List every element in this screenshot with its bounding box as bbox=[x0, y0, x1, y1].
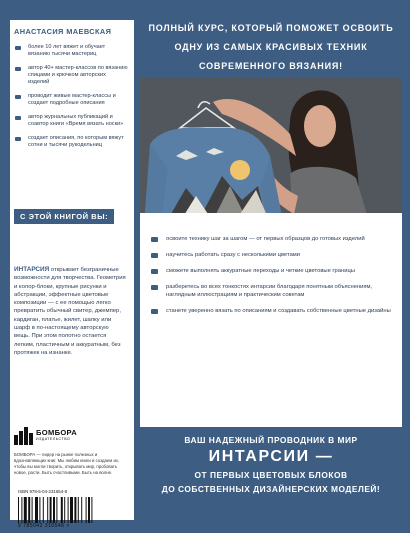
bio-item: автор журнальных публикаций и соавтор книги «Время вязать носки» bbox=[14, 114, 128, 128]
bio-item: создает описания, по которым вяжут сотни и тысячи рукодельниц bbox=[14, 135, 128, 149]
benefits-box bbox=[140, 213, 402, 427]
isbn-text: ISBN 978-5-04-231654-8 bbox=[18, 489, 68, 494]
headline-line: ОДНУ ИЗ САМЫХ КРАСИВЫХ ТЕХНИК bbox=[174, 42, 368, 52]
author-name: АНАСТАСИЯ МАЕВСКАЯ bbox=[14, 27, 112, 36]
barcode-digits: 9 785042 316548 > bbox=[18, 523, 70, 529]
publisher-description: БОМБОРА — лидер на рынке полезных и вдохновляющих книг. Мы любим книги и создаем их, чтобы вы могли творить, открывать мир, пробовать новое, расти. Быть счастливыми. Быть на волне. bbox=[14, 452, 120, 475]
intro-text: открывает безграничные возможности для творчества. Геометрия и колор-блоки, крупные рисунки и абстракции, эффектные цветовые композиции — с ее помощью легко превратить обычный свитер, джемпер, кардиган, платье, жилет, шапку или шарф в по-настоящему авторскую вещь. При этом полотно остается легким, пластичным и аккуратным, без протяжек на изнанке. bbox=[14, 267, 126, 356]
barcode-icon bbox=[18, 497, 114, 523]
publisher-logo bbox=[14, 425, 94, 447]
bio-item: более 10 лет вяжет и обучает вязанию тысячи мастериц bbox=[14, 44, 128, 58]
bio-item: автор 40+ мастер-классов по вязанию спицами и крючком авторских изделий bbox=[14, 65, 128, 86]
intro-highlight: ИНТАРСИЯ bbox=[14, 266, 50, 273]
tagline-line-1: ВАШ НАДЕЖНЫЙ ПРОВОДНИК В МИР bbox=[184, 435, 358, 445]
benefit-item: научитесь работать сразу с несколькими цветами bbox=[150, 251, 396, 259]
bombora-logo-icon bbox=[14, 427, 34, 445]
benefit-item: станете уверенно вязать по описаниям и создавать собственные цветные дизайны bbox=[150, 307, 396, 315]
tagline-line-2: ИНТАРСИИ — bbox=[208, 448, 334, 465]
benefits-list bbox=[150, 235, 396, 323]
author-column bbox=[10, 20, 134, 529]
headline bbox=[140, 19, 402, 76]
publisher-name: БОМБОРА bbox=[36, 428, 78, 437]
headline-line: СОВРЕМЕННОГО ВЯЗАНИЯ! bbox=[199, 61, 343, 71]
headline-line: ПОЛНЫЙ КУРС, КОТОРЫЙ ПОМОЖЕТ ОСВОИТЬ bbox=[148, 23, 394, 33]
tagline bbox=[140, 434, 402, 496]
benefit-item: освоите технику шаг за шагом — от первых образцов до готовых изделий bbox=[150, 235, 396, 243]
benefit-item: сможете выполнять аккуратные переходы и четкие цветовые границы bbox=[150, 267, 396, 275]
bio-item: проводит живые мастер-классы и создает подробные описания bbox=[14, 93, 128, 107]
tagline-line-4: ДО СОБСТВЕННЫХ ДИЗАЙНЕРСКИХ МОДЕЛЕЙ! bbox=[161, 484, 381, 494]
intro-paragraph bbox=[14, 266, 126, 357]
benefits-title: С ЭТОЙ КНИГОЙ ВЫ: bbox=[14, 209, 114, 224]
tagline-line-3: ОТ ПЕРВЫХ ЦВЕТОВЫХ БЛОКОВ bbox=[194, 470, 348, 480]
author-bio-list bbox=[14, 44, 128, 156]
publisher-subtitle: ИЗДАТЕЛЬСТВО bbox=[36, 437, 71, 441]
benefit-item: разберетесь во всех тонкостях интарсии благодаря понятным объяснениям, наглядным иллюстрациям и практическим советам bbox=[150, 283, 396, 299]
